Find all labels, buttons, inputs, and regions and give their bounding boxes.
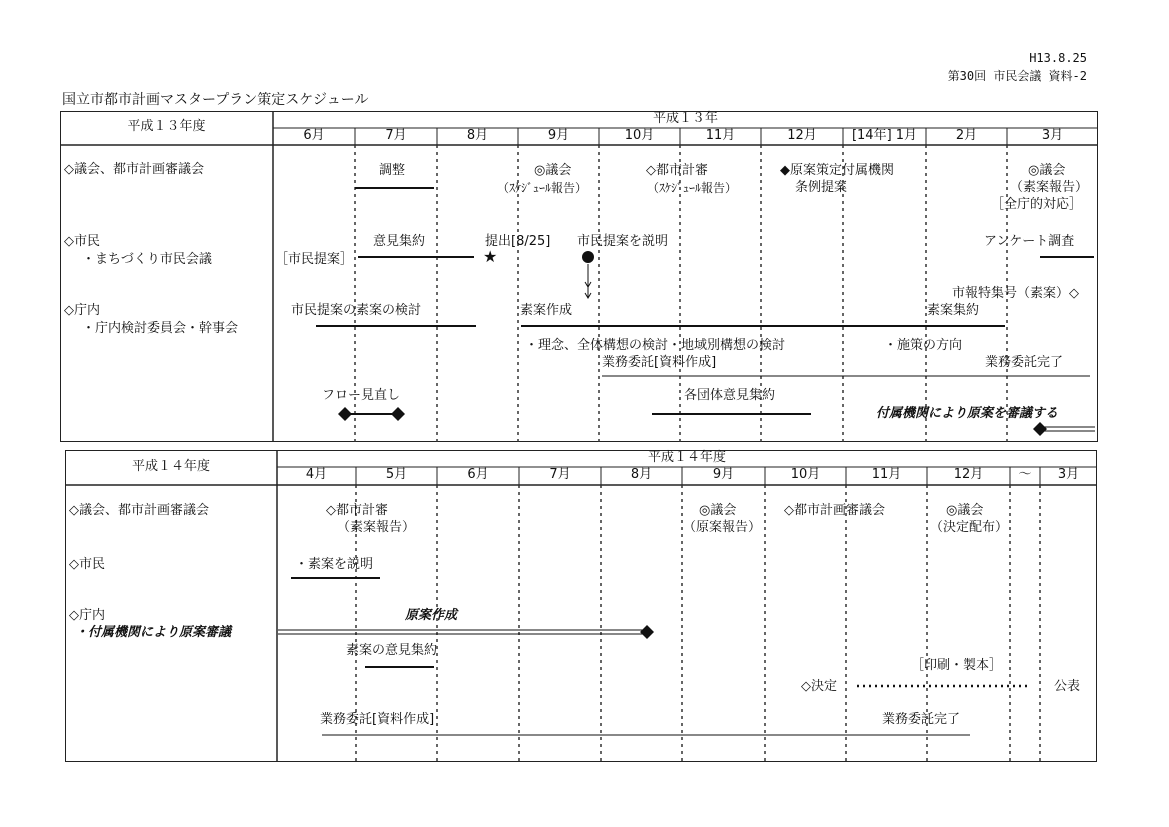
- event-council-sep-2002: ◎議会: [699, 503, 737, 518]
- month-header-sep: 9月: [547, 128, 570, 143]
- event-citizen-proposal: ［市民提案］: [275, 252, 354, 267]
- event-draft-report-mar: （素案報告）: [1010, 180, 1089, 195]
- event-outsourcing-2002: 業務委託[資料作成]: [320, 712, 435, 727]
- row-label-office-2002: ◇庁内: [69, 608, 105, 623]
- event-original-report: （原案報告）: [683, 520, 762, 535]
- row-label-council: ◇議会、都市計画審議会: [64, 162, 204, 177]
- month-header-aug-2002: 8月: [630, 467, 653, 482]
- event-print-bind: ［印刷・製本］: [911, 658, 1003, 673]
- star-icon: ★: [483, 247, 498, 266]
- event-schedule-report-oct: （ｽｹｼﾞｭｰﾙ報告）: [647, 181, 738, 195]
- row-label-office: ◇庁内: [64, 303, 100, 318]
- event-draft-creation: 素案作成: [520, 303, 573, 318]
- event-schedule-report-sep: （ｽｹｼﾞｭｰﾙ報告）: [497, 181, 588, 195]
- month-header-apr: 4月: [305, 467, 328, 482]
- row-label-citizens: ◇市民: [64, 234, 100, 249]
- row-label-office-sub-2002: ・付属機関により原案審議: [75, 625, 232, 640]
- event-decision-distribution: （決定配布）: [930, 520, 1009, 535]
- event-decision: ◇決定: [801, 679, 837, 694]
- month-header-oct: 10月: [624, 128, 655, 143]
- month-header-nov-2002: 11月: [871, 467, 902, 482]
- event-outsourcing: 業務委託[資料作成]: [602, 355, 717, 370]
- event-policy-direction: ・施策の方向: [884, 338, 963, 353]
- row-label-council-2002: ◇議会、都市計画審議会: [69, 503, 209, 518]
- event-concept-review: ・理念、全体構想の検討・地域別構想の検討: [525, 338, 786, 353]
- month-header-range: ～: [1018, 467, 1032, 482]
- month-header-aug: 8月: [466, 128, 489, 143]
- event-urban-council-oct: ◇都市計審: [646, 163, 708, 178]
- meeting-reference: 第30回 市民会議 資料-2: [947, 69, 1087, 83]
- event-publish: 公表: [1054, 679, 1081, 694]
- document-date: H13.8.25: [1029, 51, 1087, 65]
- event-draft-opinions: 素案の意見集約: [346, 643, 438, 658]
- event-all-office: ［全庁的対応］: [991, 197, 1083, 212]
- month-header-mar: 3月: [1041, 128, 1064, 143]
- event-questionnaire: アンケート調査: [984, 234, 1075, 249]
- event-explain-proposal: 市民提案を説明: [577, 234, 669, 249]
- event-explain-draft: ・素案を説明: [295, 557, 374, 572]
- row-label-citizens-2002: ◇市民: [69, 557, 105, 572]
- fiscal-year-label-2001: 平成１３年度: [127, 119, 206, 134]
- month-header-mar-2003: 3月: [1057, 467, 1080, 482]
- fiscal-year-label-2002: 平成１４年度: [131, 459, 210, 474]
- event-outsourcing-done-2002: 業務委託完了: [882, 712, 961, 727]
- month-header-jun-2002: 6月: [467, 467, 489, 482]
- month-header-dec: 12月: [787, 128, 817, 143]
- event-group-opinions: 各団体意見集約: [684, 388, 776, 403]
- month-header-feb: 2月: [955, 128, 978, 143]
- month-header-jan: [14年] 1月: [851, 128, 918, 143]
- month-header-jul: 7月: [385, 128, 407, 143]
- row-label-office-sub: ・庁内検討委員会・幹事会: [82, 321, 239, 336]
- event-flow-review: フロー見直し: [322, 388, 401, 403]
- event-original-creation: 原案作成: [405, 608, 458, 623]
- month-header-jun: 6月: [303, 128, 325, 143]
- calendar-year-label-2001: 平成１３年: [652, 111, 718, 126]
- event-adjust: 調整: [379, 163, 406, 178]
- event-outsourcing-done: 業務委託完了: [985, 355, 1064, 370]
- event-council-mar: ◎議会: [1028, 163, 1066, 178]
- event-urban-council-oct-2002: ◇都市計画審議会: [784, 503, 885, 518]
- month-header-dec-2002: 12月: [953, 467, 984, 482]
- event-affiliated-review: 付属機関により原案を審議する: [876, 406, 1059, 421]
- event-urban-council-apr: ◇都市計審: [326, 503, 388, 518]
- event-draft-report-apr: （素案報告）: [337, 520, 416, 535]
- month-header-may: 5月: [385, 467, 408, 482]
- month-header-jul-2002: 7月: [549, 467, 571, 482]
- month-header-nov: 11月: [705, 128, 736, 143]
- event-council-dec: ◎議会: [946, 503, 984, 518]
- month-header-sep-2002: 9月: [712, 467, 735, 482]
- event-ordinance-proposal: 条例提案: [795, 180, 848, 195]
- event-submission: 提出[8/25]: [485, 234, 551, 249]
- event-newsletter: 市報特集号（素案）◇: [952, 286, 1079, 301]
- event-draft-ordinance: ◆原案策定付属機関: [780, 163, 894, 178]
- event-council-sep: ◎議会: [534, 163, 572, 178]
- calendar-year-label-2002: 平成１４年度: [647, 450, 726, 465]
- event-draft-summary: 素案集約: [927, 303, 980, 318]
- month-header-oct-2002: 10月: [790, 467, 821, 482]
- document-title: 国立市都市計画マスタープラン策定スケジュール: [62, 92, 369, 108]
- row-label-citizens-sub: ・まちづくり市民会議: [82, 252, 212, 267]
- event-opinion-collection: 意見集約: [373, 234, 426, 249]
- event-proposal-review: 市民提案の素案の検討: [291, 303, 422, 318]
